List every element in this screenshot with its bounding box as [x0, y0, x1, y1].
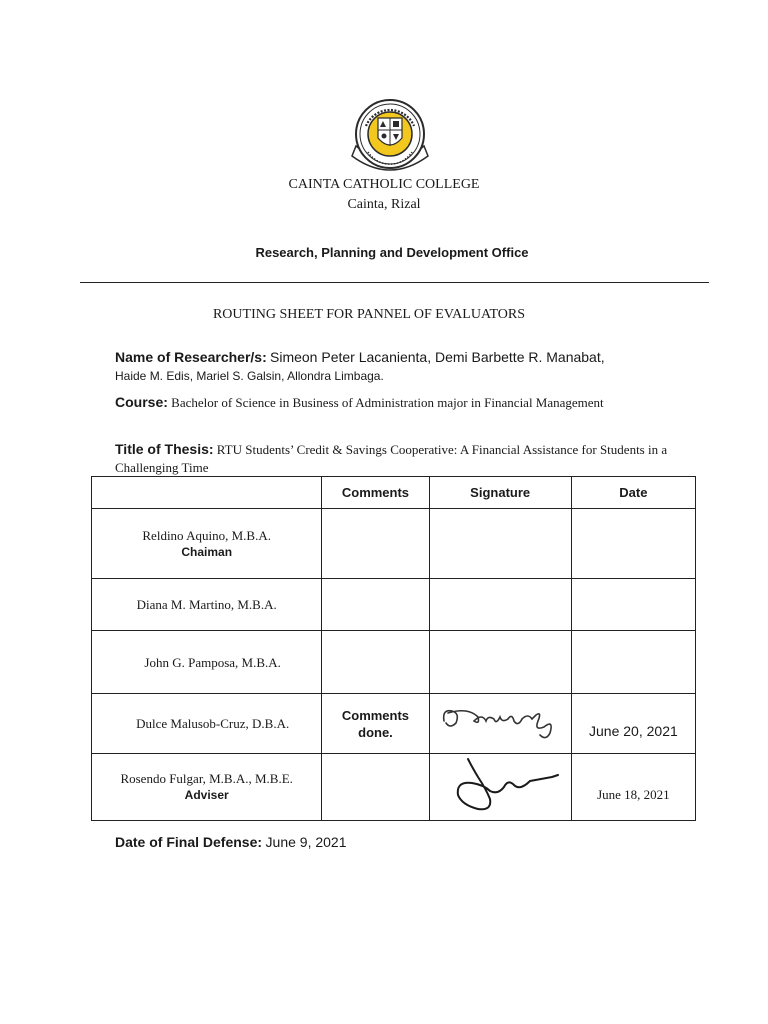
researchers-value-line1: Simeon Peter Lacanienta, Demi Barbette R. Manabat, [270, 349, 605, 365]
header-cell-comments: Comments [322, 477, 429, 509]
sheet-title: ROUTING SHEET FOR PANNEL OF EVALUATORS [212, 307, 526, 322]
final-defense-label: Date of Final Defense: [115, 834, 263, 850]
signature-cell[interactable] [429, 694, 571, 754]
thesis-field [115, 440, 685, 477]
table-row [92, 754, 696, 821]
comments-cell[interactable] [322, 509, 429, 579]
date-value: June 20, 2021 [589, 722, 678, 739]
header-divider [80, 282, 709, 283]
date-cell[interactable] [571, 579, 695, 631]
evaluator-name: Rosendo Fulgar, M.B.A., M.B.E. [120, 771, 293, 786]
researchers-value-line2-rest: , Mariel S. Galsin, Allondra Limbaga. [189, 369, 384, 383]
evaluator-cell [92, 694, 322, 754]
comments-cell[interactable] [322, 754, 429, 821]
thesis-label: Title of Thesis: [115, 441, 214, 457]
handwritten-signature-icon [438, 699, 562, 743]
date-cell[interactable] [571, 694, 695, 754]
comments-cell[interactable] [322, 631, 429, 694]
evaluator-name: John G. Pamposa, M.B.A. [144, 654, 281, 670]
header-cell-date: Date [571, 477, 695, 509]
evaluator-cell [92, 509, 322, 579]
evaluator-role: Chaiman [181, 544, 233, 559]
signature-cell[interactable] [429, 754, 571, 821]
header-cell-signature: Signature [429, 477, 571, 509]
evaluator-name: Dulce Malusob-Cruz, D.B.A. [136, 716, 290, 731]
handwritten-signature-icon [438, 755, 562, 815]
signature-cell[interactable] [429, 509, 571, 579]
comments-cell[interactable] [322, 694, 429, 754]
table-row [92, 631, 696, 694]
final-defense-value: June 9, 2021 [265, 834, 347, 850]
course-value: Bachelor of Science in Business of Administration major in Financial Management [171, 395, 604, 410]
table-row [92, 509, 696, 579]
evaluators-table [91, 476, 696, 821]
college-name: CAINTA CATHOLIC COLLEGE [288, 177, 480, 192]
evaluator-cell [92, 754, 322, 821]
evaluator-name: Diana M. Martino, M.B.A. [136, 597, 277, 612]
evaluator-role: Adviser [184, 788, 229, 802]
final-defense-field [115, 834, 347, 852]
signature-cell[interactable] [429, 579, 571, 631]
evaluator-cell [92, 579, 322, 631]
date-cell[interactable] [571, 631, 695, 694]
date-cell[interactable] [571, 509, 695, 579]
header-cell-name [92, 477, 322, 509]
college-town: Cainta, Rizal [347, 197, 421, 212]
table-row [92, 694, 696, 754]
date-cell[interactable] [571, 754, 695, 821]
signature-cell[interactable] [429, 631, 571, 694]
date-value: June 18, 2021 [597, 787, 670, 802]
table-header-row [92, 477, 696, 509]
researchers-label: Name of Researcher/s: [115, 349, 267, 365]
researchers-field [115, 348, 685, 385]
office-name: Research, Planning and Development Office [255, 245, 529, 260]
comments-text-line2: done. [358, 724, 393, 740]
evaluator-cell [92, 631, 322, 694]
course-label: Course: [115, 394, 168, 410]
course-field [115, 393, 685, 412]
table-row [92, 579, 696, 631]
evaluator-name: Reldino Aquino, M.B.A. [142, 527, 271, 543]
thesis-value: RTU Students’ Credit & Savings Cooperative: A Financial Assistance for Students in a Challenging Time [115, 442, 668, 475]
comments-text-line1: Comments [341, 707, 410, 723]
researchers-value-line2: Haide M. Edis [115, 369, 190, 383]
college-seal-logo [348, 96, 432, 176]
comments-cell[interactable] [322, 579, 429, 631]
